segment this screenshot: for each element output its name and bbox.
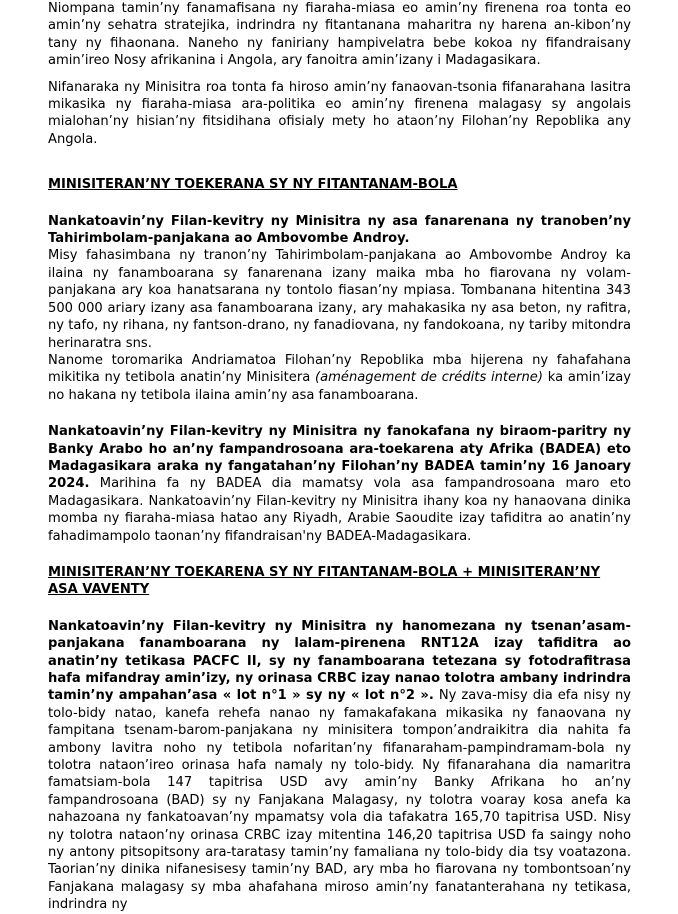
decision-rnt12a <box>48 618 631 914</box>
intro-paragraph-2: Nifanaraka ny Minisitra roa tonta fa hiroso amin’ny fanaovan-tsonia fifanarahana lasitra mikasika ny fiaraha-miasa ara-politika eo amin’ny firenena malagasy sy angolais mialohan’ny hisian’ny fitsidihana ofisialy mety ho ataon’ny Filohan’ny Repoblika any Angola. <box>48 79 631 147</box>
decision-lead-treasury: Nankatoavin’ny Filan-kevitry ny Minisitra ny asa fanarenana ny tranoben’ny Tahirimbolam-panjakana ao Ambovombe Androy. <box>48 213 631 247</box>
decision-body-badea: Marihina fa ny BADEA dia mamatsy vola asa fampandrosoana maro eto Madagasikara. Nankatoavin’ny Filan-kevitry ny Minisitra ihany koa ny hanaovana dinika momba ny fiaraha-miasa hatao any Riyadh, Arabie Saoudite izay tafiditra ao anatin’ny fahadimampolo taonan’ny fifandraisan'ny BADEA-Madagasikara. <box>48 476 631 544</box>
section-heading-economy: MINISITERAN’NY TOEKERANA SY NY FITANTANAM-BOLA <box>48 177 458 193</box>
decision-lead-badea: Nankatoavin’ny Filan-kevitry ny Minisitra ny fanokafana ny biraom-paritry ny Banky Arabo ho an’ny fampandrosoana ara-toekarena aty Afrika (BADEA) eto Madagasikara araka ny fangatahan’ny Filohan’ny BADEA tamin’ny 16 Janoary 2024. <box>48 424 631 492</box>
note-text-b: ka amin’izay no hakana ny tetibola ilaina amin’ny asa fanamboarana. <box>48 370 631 403</box>
note-text-a: Nanome toromarika Andriamatoa Filohan’ny Repoblika mba hijerena ny fahafahana mikitika ny tetibola anatin’ny Minisitera <box>48 352 631 386</box>
section-heading-economy-public-works: MINISITERAN’NY TOEKARENA SY NY FITANTANAM-BOLA + MINISITERAN’NY ASA VAVENTY <box>48 564 601 598</box>
decision-note-treasury <box>48 352 631 404</box>
intro-paragraph-1: Niompana tamin’ny fanamafisana ny fiaraha-miasa eo amin’ny firenena roa tonta eo amin’ny sehatra stratejika, indrindra ny fitantanana maharitra ny harena an-kibon’ny tany ny fihaonana. Naneho ny faniriany hampivelatra bebe kokoa ny fifandraisany amin’ireo Nosy afrikanina i Angola, ary fanoitra amin’izany i Madagasikara. <box>48 1 631 69</box>
decision-body-treasury: Misy fahasimbana ny tranon’ny Tahirimbolam-panjakana ao Ambovombe Androy ka ilaina ny fanamboarana sy fanarenana izany maika mba ho fiarovana ny volam-panjakana ary koa hanatsarana ny tontolo fiasan’ny mpiasa. Tombanana hitentina 343 500 000 ariary izany asa fanamboarana izany, ary mahakasika ny asa beton, ny rafitra, ny tafo, ny rihana, ny fantson-drano, ny fanadiovana, ny fandokoana, ny tariby mitondra herinaratra sns. <box>48 248 631 351</box>
note-text-italic: (aménagement de crédits interne) <box>315 370 543 386</box>
decision-lead-rnt12a: Nankatoavin’ny Filan-kevitry ny Minisitra ny hanomezana ny tsenan’asam-panjakana fanamboarana ny lalam-pirenena RNT12A izay tafiditra ao anatin’ny tetikasa PACFC II, sy ny fanamboarana tetezana sy fotodrafitrasa hafa mifandray amin’izy, ny orinasa CRBC izay nanao tolotra ambany indrindra tamin’ny ampahan’asa « lot n°1 » sy ny « lot n°2 ». <box>48 618 631 704</box>
decision-body-rnt12a: Ny zava-misy dia efa nisy ny tolo-bidy natao, kanefa rehefa nanao ny famakafakana mikasika ny fanaovana ny fampitana tsenam-barom-panjakana ny minisitera tompon’andraikitra dia nahita fa ambony lavitra noho ny tetibola nofaritan’ny fifanaraham-pampindramam-bola ny tolotra nataon’ireo orinasa hafa namaly ny tolo-bidy. Ny fifanarahana dia namaritra famatsiam-bola 147 tapitrisa USD avy amin’ny Banky Afrikana ho an’ny fampandrosoana (BAD) sy ny Fanjakana Malagasy, ny tolotra voaray kosa anefa ka nahazoana ny fankatoavan’ny mpamatsy vola dia tafakatra 165,70 tapitrisa USD. Nisy ny tolotra nataon’ny orinasa CRBC izay mitentina 146,20 tapitrisa USD fa saingy noho ny antony pitsopitsony ara-taratasy tamin’ny famaliana ny tolo-bidy dia tsy voatazona. Taorian’ny dinika nifanesisesy tamin’ny BAD, ary mba ho fiarovana ny tombontsoan’ny Fanjakana malagasy sy mba ahafahana miroso amin’ny fanatanterahana ny tetikasa, indrindra ny <box>48 688 631 913</box>
decision-badea <box>48 423 631 545</box>
